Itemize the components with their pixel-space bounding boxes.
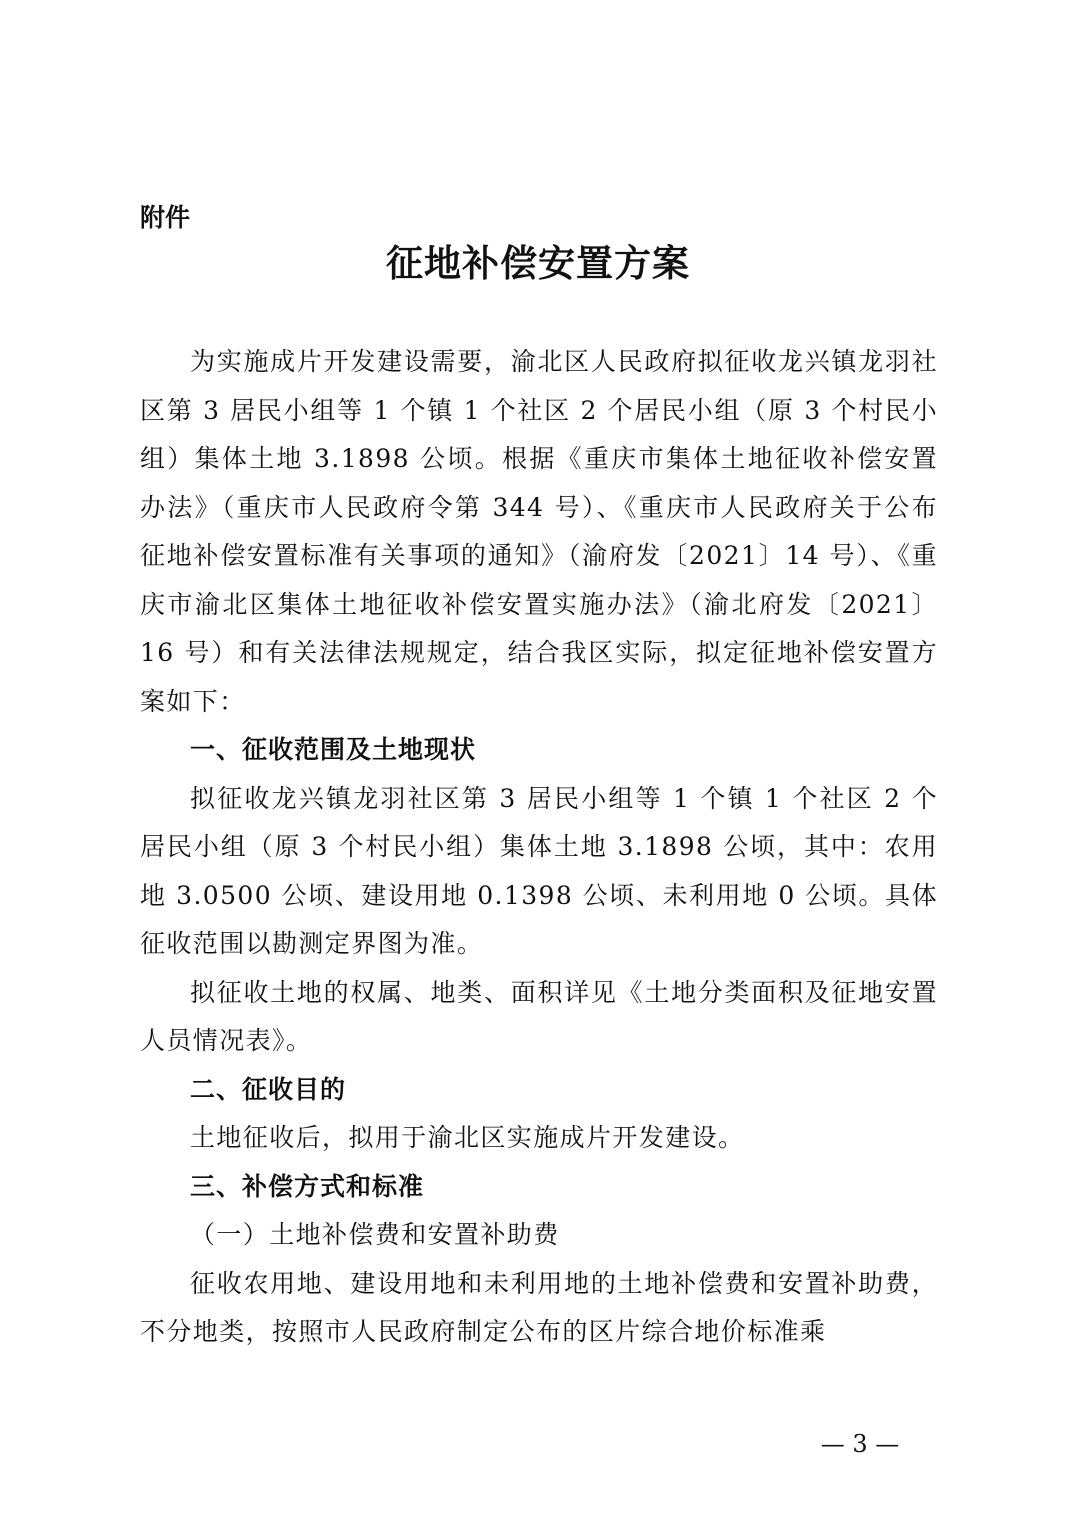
section-heading-scope: 一、征收范围及土地现状: [190, 735, 477, 764]
subheading-land-compensation: （一）土地补偿费和安置补助费: [190, 1220, 560, 1249]
document-title: 征地补偿安置方案: [386, 241, 690, 285]
section-heading-purpose: 二、征收目的: [190, 1074, 347, 1104]
compensation-paragraph: 征收农用地、建设用地和未利用地的土地补偿费和安置补助费，不分地类，按照市人民政府制定公布的区片综合地价标准乘: [140, 1268, 938, 1346]
page-number: — 3 —: [820, 1430, 900, 1458]
document-body: [140, 338, 938, 1357]
purpose-paragraph: 土地征收后，拟用于渝北区实施成片开发建设。: [190, 1123, 745, 1152]
attachment-label: 附件: [140, 203, 191, 232]
section-heading-compensation: 三、补偿方式和标准: [190, 1171, 425, 1201]
intro-paragraph: 为实施成片开发建设需要，渝北区人民政府拟征收龙兴镇龙羽社区第 3 居民小组等 1 个镇 1 个社区 2 个居民小组（原 3 个村民小组）集体土地 3.1898 公顷。根据《重庆市集体土地征收补偿安置办法》（重庆市人民政府令第 344 号）、《重庆市人民政府关于公布征地补偿安置标准有关事项的通知》（渝府发〔2021〕14 号）、《重庆市渝北区集体土地征收补偿安置实施办法》（渝北府发〔2021〕16 号）和有关法律法规规定，结合我区实际，拟定征地补偿安置方案如下：: [140, 347, 938, 716]
ownership-paragraph: 拟征收土地的权属、地类、面积详见《土地分类面积及征地安置人员情况表》。: [140, 977, 938, 1055]
scope-paragraph: 拟征收龙兴镇龙羽社区第 3 居民小组等 1 个镇 1 个社区 2 个居民小组（原 3 个村民小组）集体土地 3.1898 公顷，其中：农用地 3.0500 公顷、建设用地 0.1398 公顷、未利用地 0 公顷。具体征收范围以勘测定界图为准。: [140, 783, 938, 958]
